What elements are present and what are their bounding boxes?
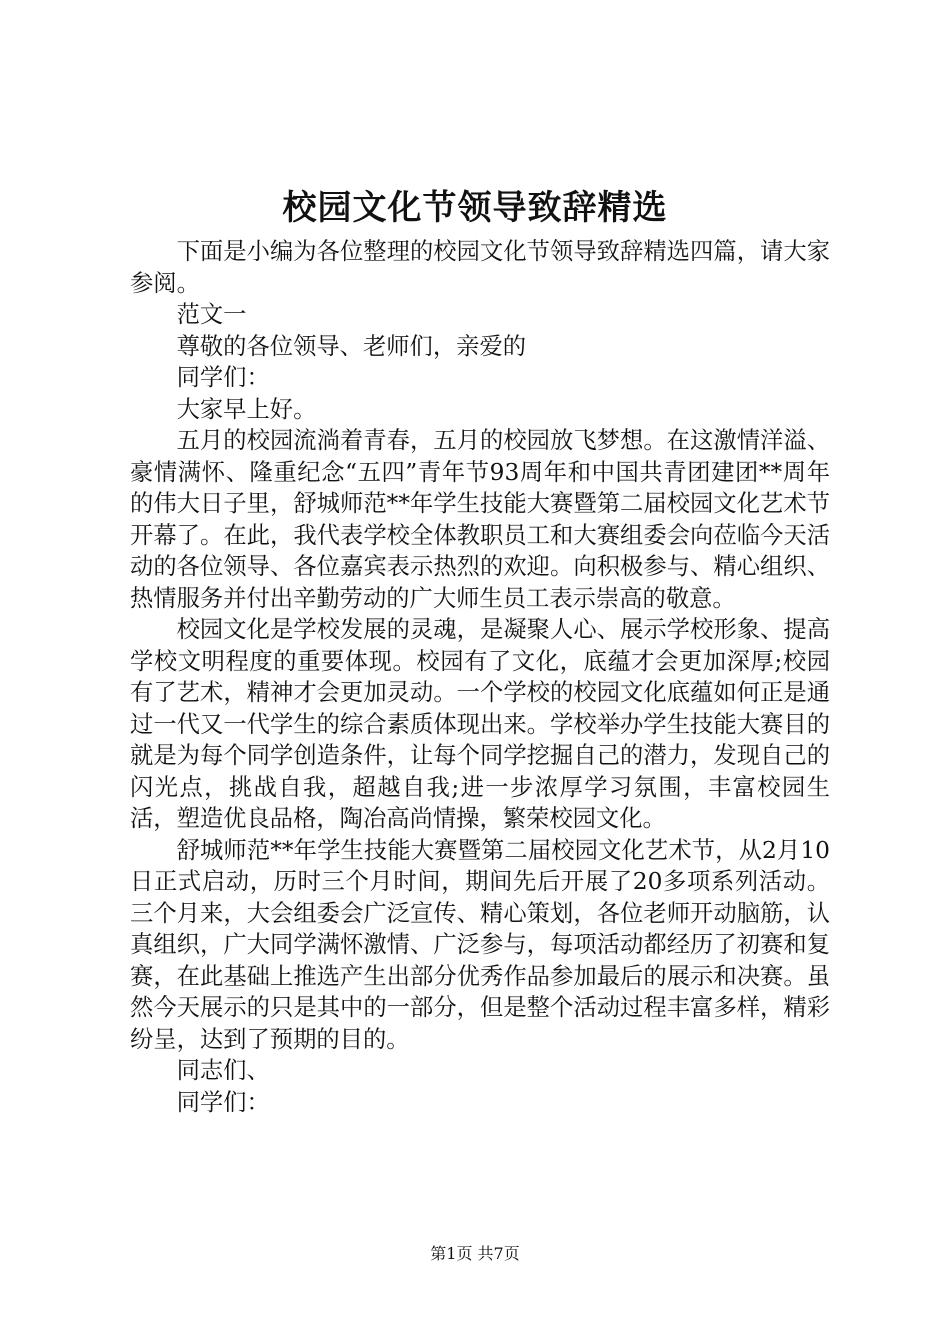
paragraph-salutation-students: 同学们： <box>176 364 270 391</box>
paragraph-address-comrades: 同志们、 <box>176 1057 270 1084</box>
paragraph-body: 五月的校园流淌着青春，五月的校园放飞梦想。在这激情洋溢、豪情满怀、隆重纪念“五四”青年节93周年和中国共青团建团**周年的伟大日子里，舒城师范**年学生技能大赛暨第二届校园文化艺术节开幕了。在此，我代表学校全体教职员工和大赛组委会向莅临今天活动的各位领导、各位嘉宾表示热烈的欢迎。向积极参与、精心组织、热情服务并付出辛勤劳动的广大师生员工表示崇高的敬意。 <box>130 427 830 612</box>
document-body <box>130 236 830 1118</box>
paragraph-address-students: 同学们： <box>176 1088 270 1116</box>
paragraph-greeting: 大家早上好。 <box>176 395 317 423</box>
paragraph-body: 校园文化是学校发展的灵魂，是凝聚人心、展示学校形象、提高学校文明程度的重要体现。校园有了文化，底蕴才会更加深厚;校园有了艺术，精神才会更加灵动。一个学校的校园文化底蕴如何正是通过一代又一代学生的综合素质体现出来。学校举办学生技能大赛目的就是为每个同学创造条件，让每个同学挖掘自己的潜力，发现自己的闪光点，挑战自我，超越自我;进一步浓厚学习氛围，丰富校园生活，塑造优良品格，陶冶高尚情操，繁荣校园文化。 <box>130 616 830 832</box>
page-footer: 第1页 共7页 <box>430 1244 520 1263</box>
paragraph-sample-heading: 范文一 <box>176 301 247 328</box>
paragraph-intro: 下面是小编为各位整理的校园文化节领导致辞精选四篇，请大家参阅。 <box>130 238 830 297</box>
paragraph-salutation: 尊敬的各位领导、老师们，亲爱的 <box>176 332 527 360</box>
paragraph-body: 舒城师范**年学生技能大赛暨第二届校园文化艺术节，从2月10日正式启动，历时三个月时间，期间先后开展了20多项系列活动。三个月来，大会组委会广泛宣传、精心策划，各位老师开动脑筋，认真组织，广大同学满怀激情、广泛参与，每项活动都经历了初赛和复赛，在此基础上推选产生出部分优秀作品参加最后的展示和决赛。虽然今天展示的只是其中的一部分，但是整个活动过程丰富多样，精彩纷呈，达到了预期的目的。 <box>130 836 830 1053</box>
document-title: 校园文化节领导致辞精选 <box>282 188 668 228</box>
